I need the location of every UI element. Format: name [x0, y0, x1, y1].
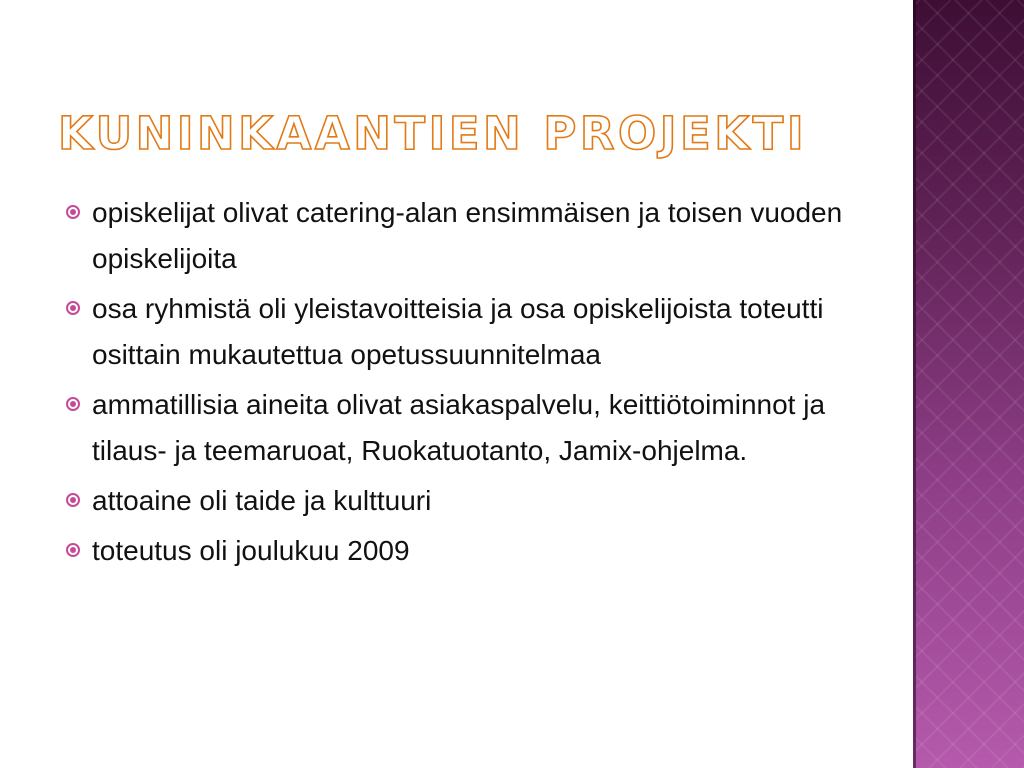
list-item-text: opiskelijat olivat catering-alan ensimmäisen ja toisen vuoden opiskelijoita	[92, 197, 843, 274]
list-item	[66, 528, 886, 574]
list-item-text: attoaine oli taide ja kulttuuri	[92, 485, 432, 516]
side-panel-edge	[913, 0, 916, 768]
bullet-icon	[66, 382, 92, 428]
list-item-text: osa ryhmistä oli yleistavoitteisia ja osa opiskelijoista toteutti osittain mukautettua opetussuunnitelmaa	[92, 293, 824, 370]
slide-title: KUNINKAANTIEN PROJEKTI	[58, 107, 808, 160]
bullet-icon	[66, 528, 92, 574]
list-item	[66, 382, 886, 474]
list-item	[66, 286, 886, 378]
bullet-icon	[66, 190, 92, 236]
decorative-side-panel	[913, 0, 1024, 768]
bullet-list	[66, 190, 886, 578]
list-item-text: ammatillisia aineita olivat asiakaspalvelu, keittiötoiminnot ja tilaus- ja teemaruoat, Ruokatuotanto, Jamix-ohjelma.	[92, 389, 826, 466]
list-item	[66, 478, 886, 524]
bullet-icon	[66, 478, 92, 524]
list-item	[66, 190, 886, 282]
list-item-text: toteutus oli joulukuu 2009	[92, 535, 410, 566]
bullet-icon	[66, 286, 92, 332]
